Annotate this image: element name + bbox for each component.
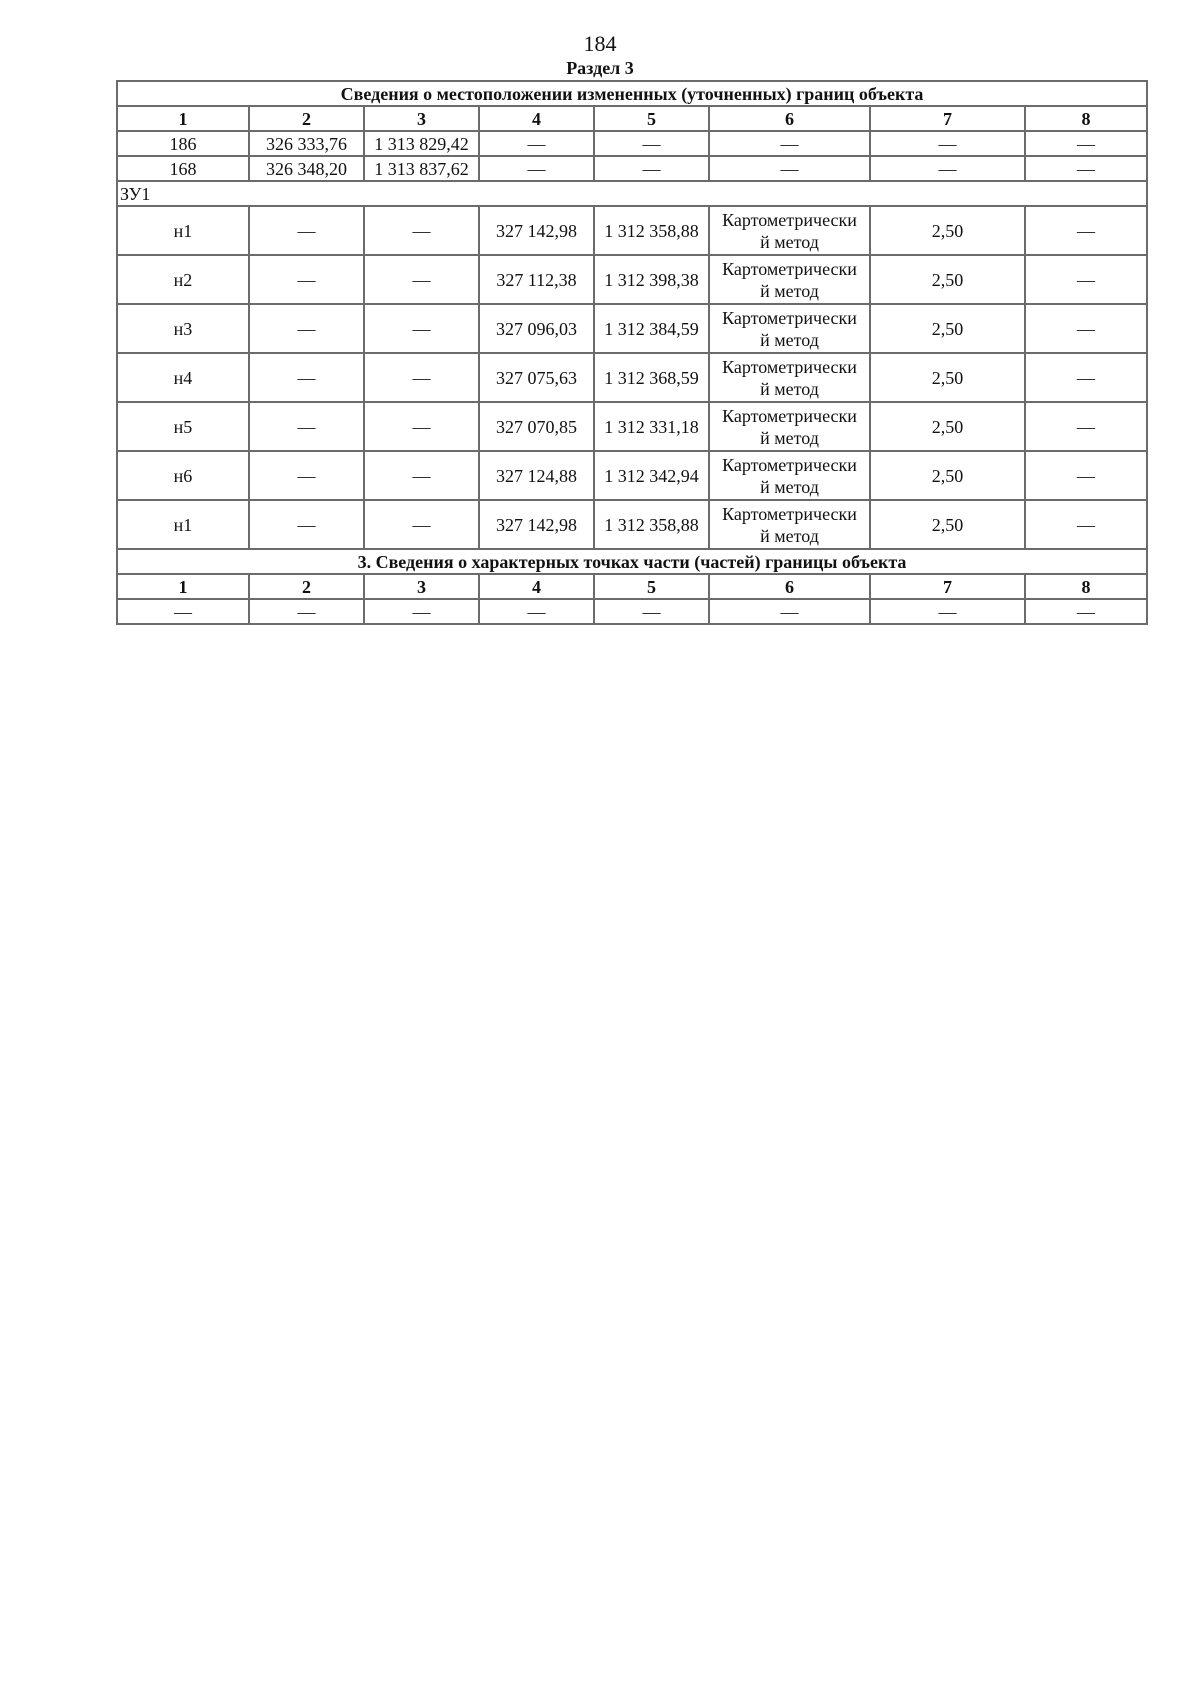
method-line: й метод (760, 525, 819, 546)
x-coordinate: 327 075,63 (479, 353, 594, 402)
table-cell: — (249, 500, 364, 549)
method-line: й метод (760, 280, 819, 301)
table-cell: — (594, 156, 709, 181)
table-cell: — (594, 131, 709, 156)
precision: 2,50 (870, 353, 1025, 402)
table-cell: — (364, 500, 479, 549)
table-row (117, 156, 1147, 181)
point-label: н6 (117, 451, 249, 500)
column-number: 1 (117, 106, 249, 131)
method-line: й метод (760, 427, 819, 448)
table1-title: Сведения о местоположении измененных (уточненных) границ объекта (117, 81, 1147, 106)
table-cell: — (249, 255, 364, 304)
method-line: й метод (760, 378, 819, 399)
table-cell: — (1025, 131, 1147, 156)
page-number: 184 (583, 31, 617, 56)
table2-column-numbers-row (117, 574, 1147, 599)
table-cell: 326 348,20 (249, 156, 364, 181)
method-cell (709, 206, 870, 255)
table-cell: — (364, 451, 479, 500)
x-coordinate: 327 142,98 (479, 206, 594, 255)
table-cell: — (479, 131, 594, 156)
group-label: ЗУ1 (117, 181, 1147, 206)
method-line: Картометрически (722, 454, 857, 475)
table-row (117, 451, 1147, 500)
table-cell: — (249, 353, 364, 402)
column-number: 7 (870, 106, 1025, 131)
method-line: Картометрически (722, 258, 857, 279)
precision: 2,50 (870, 451, 1025, 500)
table-row (117, 500, 1147, 549)
table-cell: — (249, 206, 364, 255)
table-cell: — (249, 451, 364, 500)
column-number: 2 (249, 574, 364, 599)
table-cell: — (364, 255, 479, 304)
table-row (117, 599, 1147, 624)
x-coordinate: 327 096,03 (479, 304, 594, 353)
table-cell: — (364, 206, 479, 255)
table-row (117, 131, 1147, 156)
table-cell: 326 333,76 (249, 131, 364, 156)
column-number: 8 (1025, 106, 1147, 131)
method-line: Картометрически (722, 405, 857, 426)
precision: 2,50 (870, 402, 1025, 451)
method-cell (709, 402, 870, 451)
point-label: н2 (117, 255, 249, 304)
y-coordinate: 1 312 342,94 (594, 451, 709, 500)
boundary-table (116, 80, 1148, 625)
table-cell: — (249, 402, 364, 451)
table-cell: — (1025, 206, 1147, 255)
point-label: н3 (117, 304, 249, 353)
y-coordinate: 1 312 358,88 (594, 500, 709, 549)
table1-title-row (117, 81, 1147, 106)
method-line: й метод (760, 231, 819, 252)
table-cell: — (1025, 402, 1147, 451)
table-cell: — (1025, 304, 1147, 353)
precision: 2,50 (870, 500, 1025, 549)
column-number: 3 (364, 574, 479, 599)
column-number: 5 (594, 106, 709, 131)
table1-column-numbers-row (117, 106, 1147, 131)
column-number: 6 (709, 106, 870, 131)
table-cell: 1 313 837,62 (364, 156, 479, 181)
table-cell: — (1025, 353, 1147, 402)
table-cell: — (1025, 500, 1147, 549)
table-cell: — (364, 402, 479, 451)
method-cell (709, 304, 870, 353)
y-coordinate: 1 312 331,18 (594, 402, 709, 451)
column-number: 6 (709, 574, 870, 599)
method-cell (709, 500, 870, 549)
table-cell: — (364, 304, 479, 353)
table-cell: — (709, 131, 870, 156)
precision: 2,50 (870, 304, 1025, 353)
section-title: Раздел 3 (566, 58, 634, 78)
table-cell: — (479, 599, 594, 624)
column-number: 3 (364, 106, 479, 131)
y-coordinate: 1 312 368,59 (594, 353, 709, 402)
column-number: 4 (479, 574, 594, 599)
column-number: 7 (870, 574, 1025, 599)
table-cell: — (709, 156, 870, 181)
table-cell: 1 313 829,42 (364, 131, 479, 156)
table-cell: — (870, 156, 1025, 181)
x-coordinate: 327 070,85 (479, 402, 594, 451)
column-number: 8 (1025, 574, 1147, 599)
point-label: н1 (117, 206, 249, 255)
x-coordinate: 327 142,98 (479, 500, 594, 549)
point-label: н4 (117, 353, 249, 402)
table2-title: 3. Сведения о характерных точках части (частей) границы объекта (117, 549, 1147, 574)
column-number: 1 (117, 574, 249, 599)
table-cell: — (364, 599, 479, 624)
method-line: Картометрически (722, 503, 857, 524)
table-row (117, 304, 1147, 353)
table-row (117, 353, 1147, 402)
table-cell: — (1025, 156, 1147, 181)
table-cell: 186 (117, 131, 249, 156)
table-cell: — (1025, 255, 1147, 304)
method-cell (709, 451, 870, 500)
method-line: Картометрически (722, 209, 857, 230)
method-line: й метод (760, 329, 819, 350)
y-coordinate: 1 312 358,88 (594, 206, 709, 255)
table-cell: — (117, 599, 249, 624)
column-number: 2 (249, 106, 364, 131)
table-cell: — (364, 353, 479, 402)
table-cell: — (1025, 451, 1147, 500)
table-cell: 168 (117, 156, 249, 181)
method-line: Картометрически (722, 356, 857, 377)
table-cell: — (870, 131, 1025, 156)
column-number: 4 (479, 106, 594, 131)
table-row (117, 255, 1147, 304)
point-label: н5 (117, 402, 249, 451)
table-cell: — (709, 599, 870, 624)
table-row (117, 206, 1147, 255)
table-row (117, 402, 1147, 451)
table-cell: — (870, 599, 1025, 624)
method-cell (709, 255, 870, 304)
method-line: й метод (760, 476, 819, 497)
point-label: н1 (117, 500, 249, 549)
group-row (117, 181, 1147, 206)
table-cell: — (1025, 599, 1147, 624)
y-coordinate: 1 312 398,38 (594, 255, 709, 304)
table-cell: — (479, 156, 594, 181)
x-coordinate: 327 112,38 (479, 255, 594, 304)
method-cell (709, 353, 870, 402)
table-cell: — (249, 304, 364, 353)
method-line: Картометрически (722, 307, 857, 328)
x-coordinate: 327 124,88 (479, 451, 594, 500)
precision: 2,50 (870, 206, 1025, 255)
y-coordinate: 1 312 384,59 (594, 304, 709, 353)
table-cell: — (249, 599, 364, 624)
table2-title-row (117, 549, 1147, 574)
table-cell: — (594, 599, 709, 624)
column-number: 5 (594, 574, 709, 599)
precision: 2,50 (870, 255, 1025, 304)
